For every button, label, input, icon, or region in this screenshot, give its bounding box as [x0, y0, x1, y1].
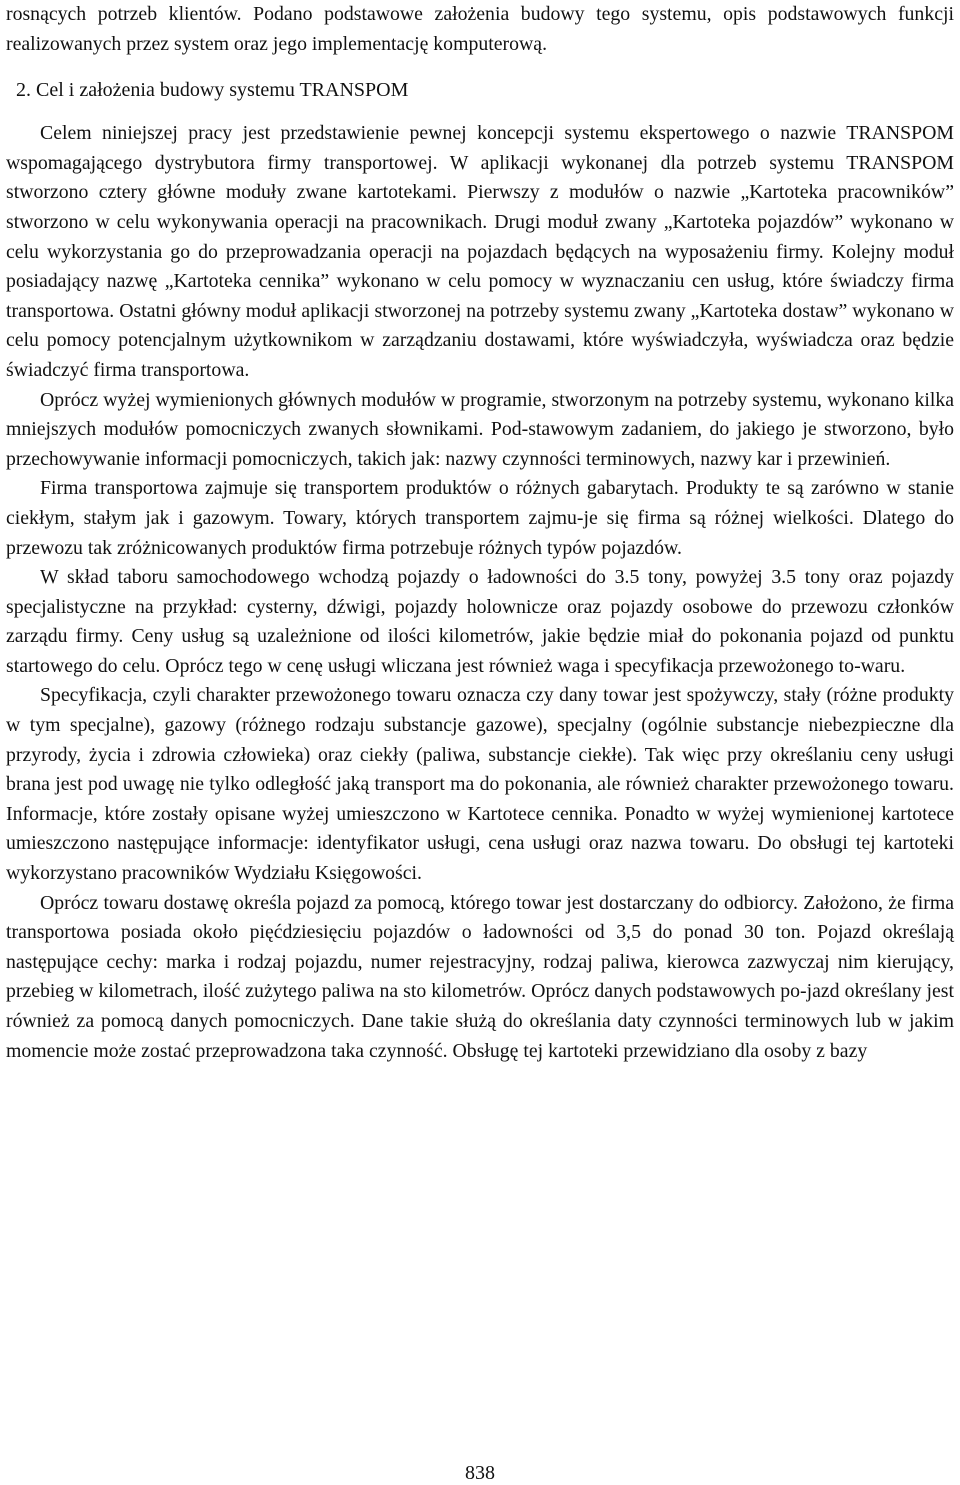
body-paragraph-1: Celem niniejszej pracy jest przedstawienie pewnej koncepcji systemu ekspertowego o nazwie TRANSPOM wspomagającego dystrybutora firmy transportowej. W aplikacji wykonanej dla potrzeb systemu TRANSPOM stworzono cztery główne moduły zwane kartotekami. Pierwszy z modułów o nazwie „Kartoteka pracowników” stworzono w celu wykonywania operacji na pracownikach. Drugi moduł zwany „Kartoteka pojazdów” wykonano w celu wykorzystania go do przeprowadzania operacji na pojazdach będących na wyposażeniu firmy. Kolejny moduł posiadający nazwę „Kartoteka cennika” wykonano w celu pomocy w wyznaczaniu cen usług, które świadczy firma transportowa. Ostatni główny moduł aplikacji stworzonej na potrzeby systemu zwany „Kartoteka dostaw” wykonano w celu pomocy potencjalnym użytkownikom w zarządzaniu dostawami, które wyświadczyła, wyświadcza oraz będzie świadczyć firma transportowa.: [6, 122, 954, 381]
section-heading: 2. Cel i założenia budowy systemu TRANSPOM: [16, 79, 409, 102]
document-page: [6, 0, 954, 1485]
body-paragraph-3: Firma transportowa zajmuje się transportem produktów o różnych gabarytach. Produkty te są zarówno w stanie ciekłym, stałym jak i gazowym. Towary, których transportem zajmu-je się firma są różnej wielkości. Dlatego do przewozu tak zróżnicowanych produktów firma potrzebuje różnych typów pojazdów.: [6, 477, 954, 559]
body-paragraph-5: Specyfikacja, czyli charakter przewożonego towaru oznacza czy dany towar jest spożywczy, stały (różne produkty w tym specjalne), gazowy (różnego rodzaju substancje gazowe), specjalny (ogólnie substancje niebezpieczne dla przyrody, życia i zdrowia człowieka) oraz ciekły (paliwa, substancje ciekłe). Tak więc przy określaniu ceny usługi brana jest pod uwagę nie tylko odległość jaką transport ma do pokonania, ale również charakter przewożonego towaru. Informacje, które zostały opisane wyżej umieszczono w Kartotece cennika. Ponadto w wyżej wymienionej kartotece umieszczono następujące informacje: identyfikator usługi, cena usługi oraz nazwa towaru. Do obsługi tej kartoteki wykorzystano pracowników Wydziału Księgowości.: [6, 684, 954, 885]
body-paragraph-6: Oprócz towaru dostawę określa pojazd za pomocą, którego towar jest dostarczany do odbiorcy. Założono, że firma transportowa posiada około pięćdziesięciu pojazdów o ładowności od 3,5 do ponad 30 ton. Pojazd określają następujące cechy: marka i rodzaj pojazdu, numer rejestracyjny, rodzaj paliwa, kierowca zazwyczaj nim kierujący, przebieg w kilometrach, ilość zużytego paliwa na sto kilometrów. Oprócz danych podstawowych po-jazd określany jest również za pomocą danych pomocniczych. Dane takie służą do określania daty czynności terminowych lub w jakim momencie może zostać przeprowadzona taka czynność. Obsługę tej kartoteki przewidziano dla osoby z bazy: [6, 891, 954, 1062]
body-paragraph-4: W skład taboru samochodowego wchodzą pojazdy o ładowności do 3.5 tony, powyżej 3.5 tony oraz pojazdy specjalistyczne na przykład: cysterny, dźwigi, pojazdy holownicze oraz pojazdy osobowe do przewozu członków zarządu firmy. Ceny usług są uzależnione od ilości kilometrów, jakie będzie miał do pokonania pojazd od punktu startowego do celu. Oprócz tego w cenę usługi wliczana jest również waga i specyfikacja przewożonego to-waru.: [6, 566, 954, 677]
intro-paragraph: rosnących potrzeb klientów. Podano podstawowe założenia budowy tego systemu, opis podstawowych funkcji realizowanych przez system oraz jego implementację komputerową.: [6, 3, 954, 55]
page-number: 838: [465, 1462, 495, 1484]
body-paragraph-2: Oprócz wyżej wymienionych głównych modułów w programie, stworzonym na potrzeby systemu, wykonano kilka mniejszych modułów pomocniczych zwanych słownikami. Pod-stawowym zadaniem, do jakiego je stworzono, było przechowywanie informacji pomocniczych, takich jak: nazwy czynności terminowych, nazwy kar i przewinień.: [6, 388, 954, 470]
